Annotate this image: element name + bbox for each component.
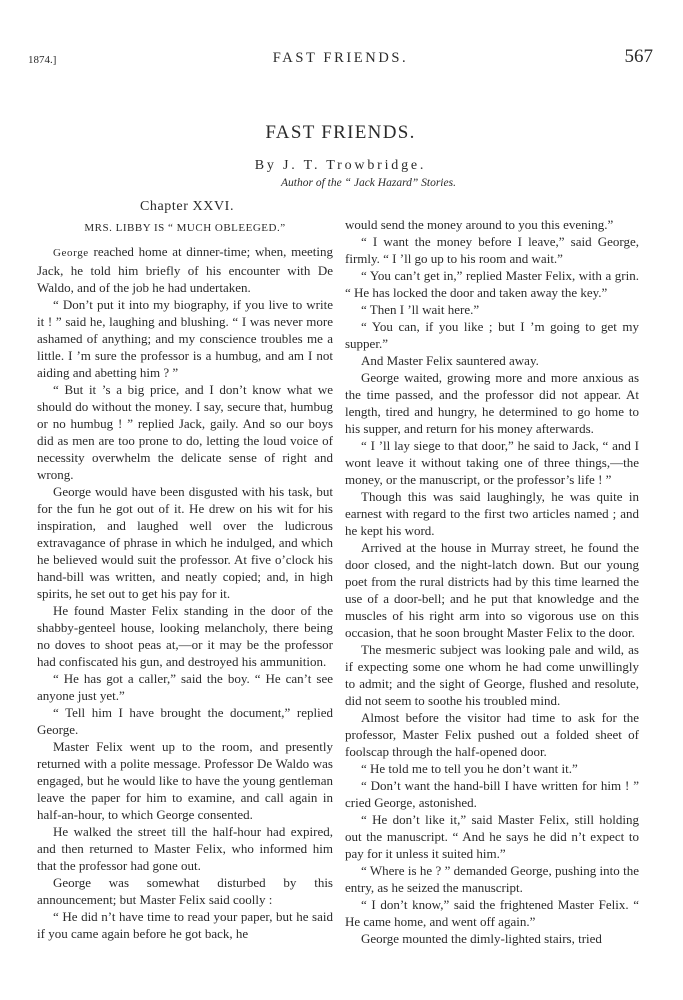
article-title: FAST FRIENDS.: [265, 122, 416, 143]
paragraph: “ You can, if you like ; but I ’m going to get my supper.”: [345, 319, 639, 351]
paragraph: Though this was said laughingly, he was quite in earnest with regard to the first two articles named ; and he kept his word.: [345, 489, 639, 538]
paragraph: “ He has got a caller,” said the boy. “ He can’t see anyone just yet.”: [37, 671, 333, 703]
paragraph: “ You can’t get in,” replied Master Felix, with a grin. “ He has locked the door and taken away the key.”: [345, 268, 639, 300]
chapter-heading: Chapter XXVI.: [139, 199, 235, 214]
paragraph: “ I want the money before I leave,” said George, firmly. “ I ’ll go up to his room and wait.”: [345, 234, 639, 266]
paragraph: George was somewhat disturbed by this announcement; but Master Felix said coolly :: [37, 875, 333, 907]
right-column: [345, 216, 639, 947]
paragraph: He found Master Felix standing in the door of the shabby-genteel house, looking melancholy, there being no doves to shoot peas at,—or it may be the professor had confiscated his gun, and destroyed his ammunition.: [37, 603, 333, 669]
paragraph: “ Don’t put it into my biography, if you live to write it ! ” said he, laughing and blushing. “ I was never more ashamed of anything; and my conscience troubles me a little. I ’m sure the professor is a humbug, and am I not aiding and abetting him ? ”: [37, 297, 333, 380]
paragraph-continued: would send the money around to you this evening.”: [345, 217, 614, 232]
paragraph: And Master Felix sauntered away.: [361, 353, 539, 368]
chapter-subheading: MRS. LIBBY IS “ MUCH OBLEEGED.”: [84, 222, 286, 234]
paragraph: He walked the street till the half-hour had expired, and then returned to Master Felix, who informed him that the professor had gone out.: [37, 824, 333, 873]
article-header: [28, 122, 653, 189]
paragraph: “ He told me to tell you he don’t want it.”: [361, 761, 578, 776]
left-column: [37, 198, 333, 942]
issue-date: 1874.]: [28, 54, 57, 66]
paragraph: “ But it ’s a big price, and I don’t know what we should do without the money. I say, secure that, humbug or no humbug ! ” replied Jack, gaily. And so our boys did as men are too prone to do, letting the loud voice of necessity overwhelm the delicate sense of right and wrong.: [37, 382, 333, 482]
paragraph: George reached home at dinner-time; when, meeting Jack, he told him briefly of his encounter with De Waldo, and of the job he had undertaken.: [37, 244, 333, 295]
page-number: 567: [624, 46, 653, 67]
paragraph: “ Don’t want the hand-bill I have written for him ! ” cried George, astonished.: [345, 778, 639, 810]
paragraph: Arrived at the house in Murray street, he found the door closed, and the night-latch down. But our young poet from the rural districts had by this time learned the use of a door-bell; and he put that knowledge and the muscles of his right arm into so vigorous use on this occasion, that he soon brought Master Felix to the door.: [345, 540, 639, 640]
paragraph: “ He did n’t have time to read your paper, but he said if you came again before he got back, he: [37, 909, 333, 941]
opening-word: George: [53, 247, 89, 259]
author-attribution: Author of the “ Jack Hazard” Stories.: [281, 177, 456, 189]
byline: By J. T. Trowbridge.: [254, 158, 427, 173]
paragraph: “ Where is he ? ” demanded George, pushing into the entry, as he seized the manuscript.: [345, 863, 639, 895]
paragraph: George would have been disgusted with his task, but for the fun he got out of it. He drew on his wit for his inspiration, and laughed well over the ludicrous extravagance of phrase in which he indulged, and which he believed would suit the professor. At five o’clock his hand-bill was written, and neatly copied; and, in high spirits, he set out to get his pay for it.: [37, 484, 333, 601]
running-title: FAST FRIENDS.: [272, 50, 409, 66]
paragraph: George waited, growing more and more anxious as the time passed, and the professor did not appear. At length, tired and hungry, he determined to go home to his supper, and return for his money afterwards.: [345, 370, 639, 436]
paragraph: Almost before the visitor had time to ask for the professor, Master Felix pushed out a folded sheet of foolscap through the half-opened door.: [345, 710, 639, 759]
paragraph: “ He don’t like it,” said Master Felix, still holding out the manuscript. “ And he says he did n’t expect to pay for it unless it suited him.”: [345, 812, 639, 861]
paragraph: “ I don’t know,” said the frightened Master Felix. “ He came home, and went off again.”: [345, 897, 639, 929]
paragraph: Master Felix went up to the room, and presently returned with a polite message. Professor De Waldo was engaged, but he would like to have the young gentleman leave the paper for him to examine, and call again in half-an-hour, to which George consented.: [37, 739, 333, 822]
paragraph: The mesmeric subject was looking pale and wild, as if expecting some one whom he had come unwillingly to admit; and the sight of George, flushed and resolute, did not seem to soothe his troubled mind.: [345, 642, 639, 708]
paragraph: “ I ’ll lay siege to that door,” he said to Jack, “ and I wont leave it without taking one of three things,—the money, or the manuscript, or the professor’s life ! ”: [345, 438, 639, 487]
paragraph: “ Then I ’ll wait here.”: [361, 302, 480, 317]
running-head: [28, 48, 653, 70]
paragraph: George mounted the dimly-lighted stairs, tried: [361, 931, 602, 946]
paragraph: “ Tell him I have brought the document,” replied George.: [37, 705, 333, 737]
